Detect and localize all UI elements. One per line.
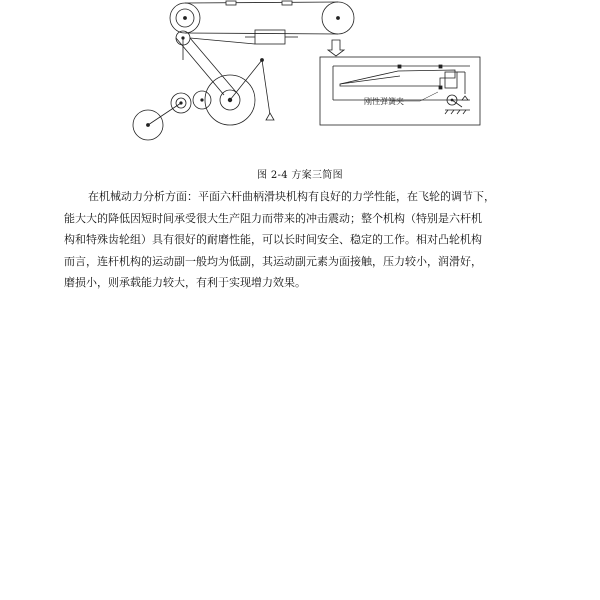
arrow-down-icon (328, 40, 344, 56)
inset-label: 刚性弹簧夹 (364, 97, 404, 106)
paragraph-line: 在机械动力分析方面：平面六杆曲柄滑块机构有良好的力学性能，在飞轮的调节下， (88, 190, 495, 203)
belt-top (185, 1, 338, 34)
pulley-top-right (322, 2, 354, 34)
slider-block (245, 30, 298, 44)
body-paragraph (64, 186, 544, 294)
paragraph-line: 构和特殊齿轮组）具有很好的耐磨性能，可以长时间安全、稳定的工作。相对凸轮机构 (64, 233, 482, 246)
inset-clamp-detail (320, 57, 480, 125)
paragraph-line: 磨损小，则承载能力较大，有利于实现增力效果。 (64, 276, 306, 289)
figure-caption: 图 2-4 方案三简图 (257, 170, 343, 181)
paragraph-line: 能大大的降低因短时间承受很大生产阻力而带来的冲击震动；整个机构（特别是六杆机 (64, 211, 482, 225)
pulley-top-left (170, 3, 200, 33)
paragraph-line: 而言，连杆机构的运动副一般均为低副，其运动副元素为面接触，压力较小，润滑好， (64, 254, 482, 268)
small-gear (176, 31, 190, 60)
mechanism-schematic-figure (120, 0, 500, 145)
flywheel (205, 60, 262, 125)
link-arm (176, 38, 255, 95)
pendulum-lever (261, 59, 275, 121)
gear-train (133, 91, 211, 140)
